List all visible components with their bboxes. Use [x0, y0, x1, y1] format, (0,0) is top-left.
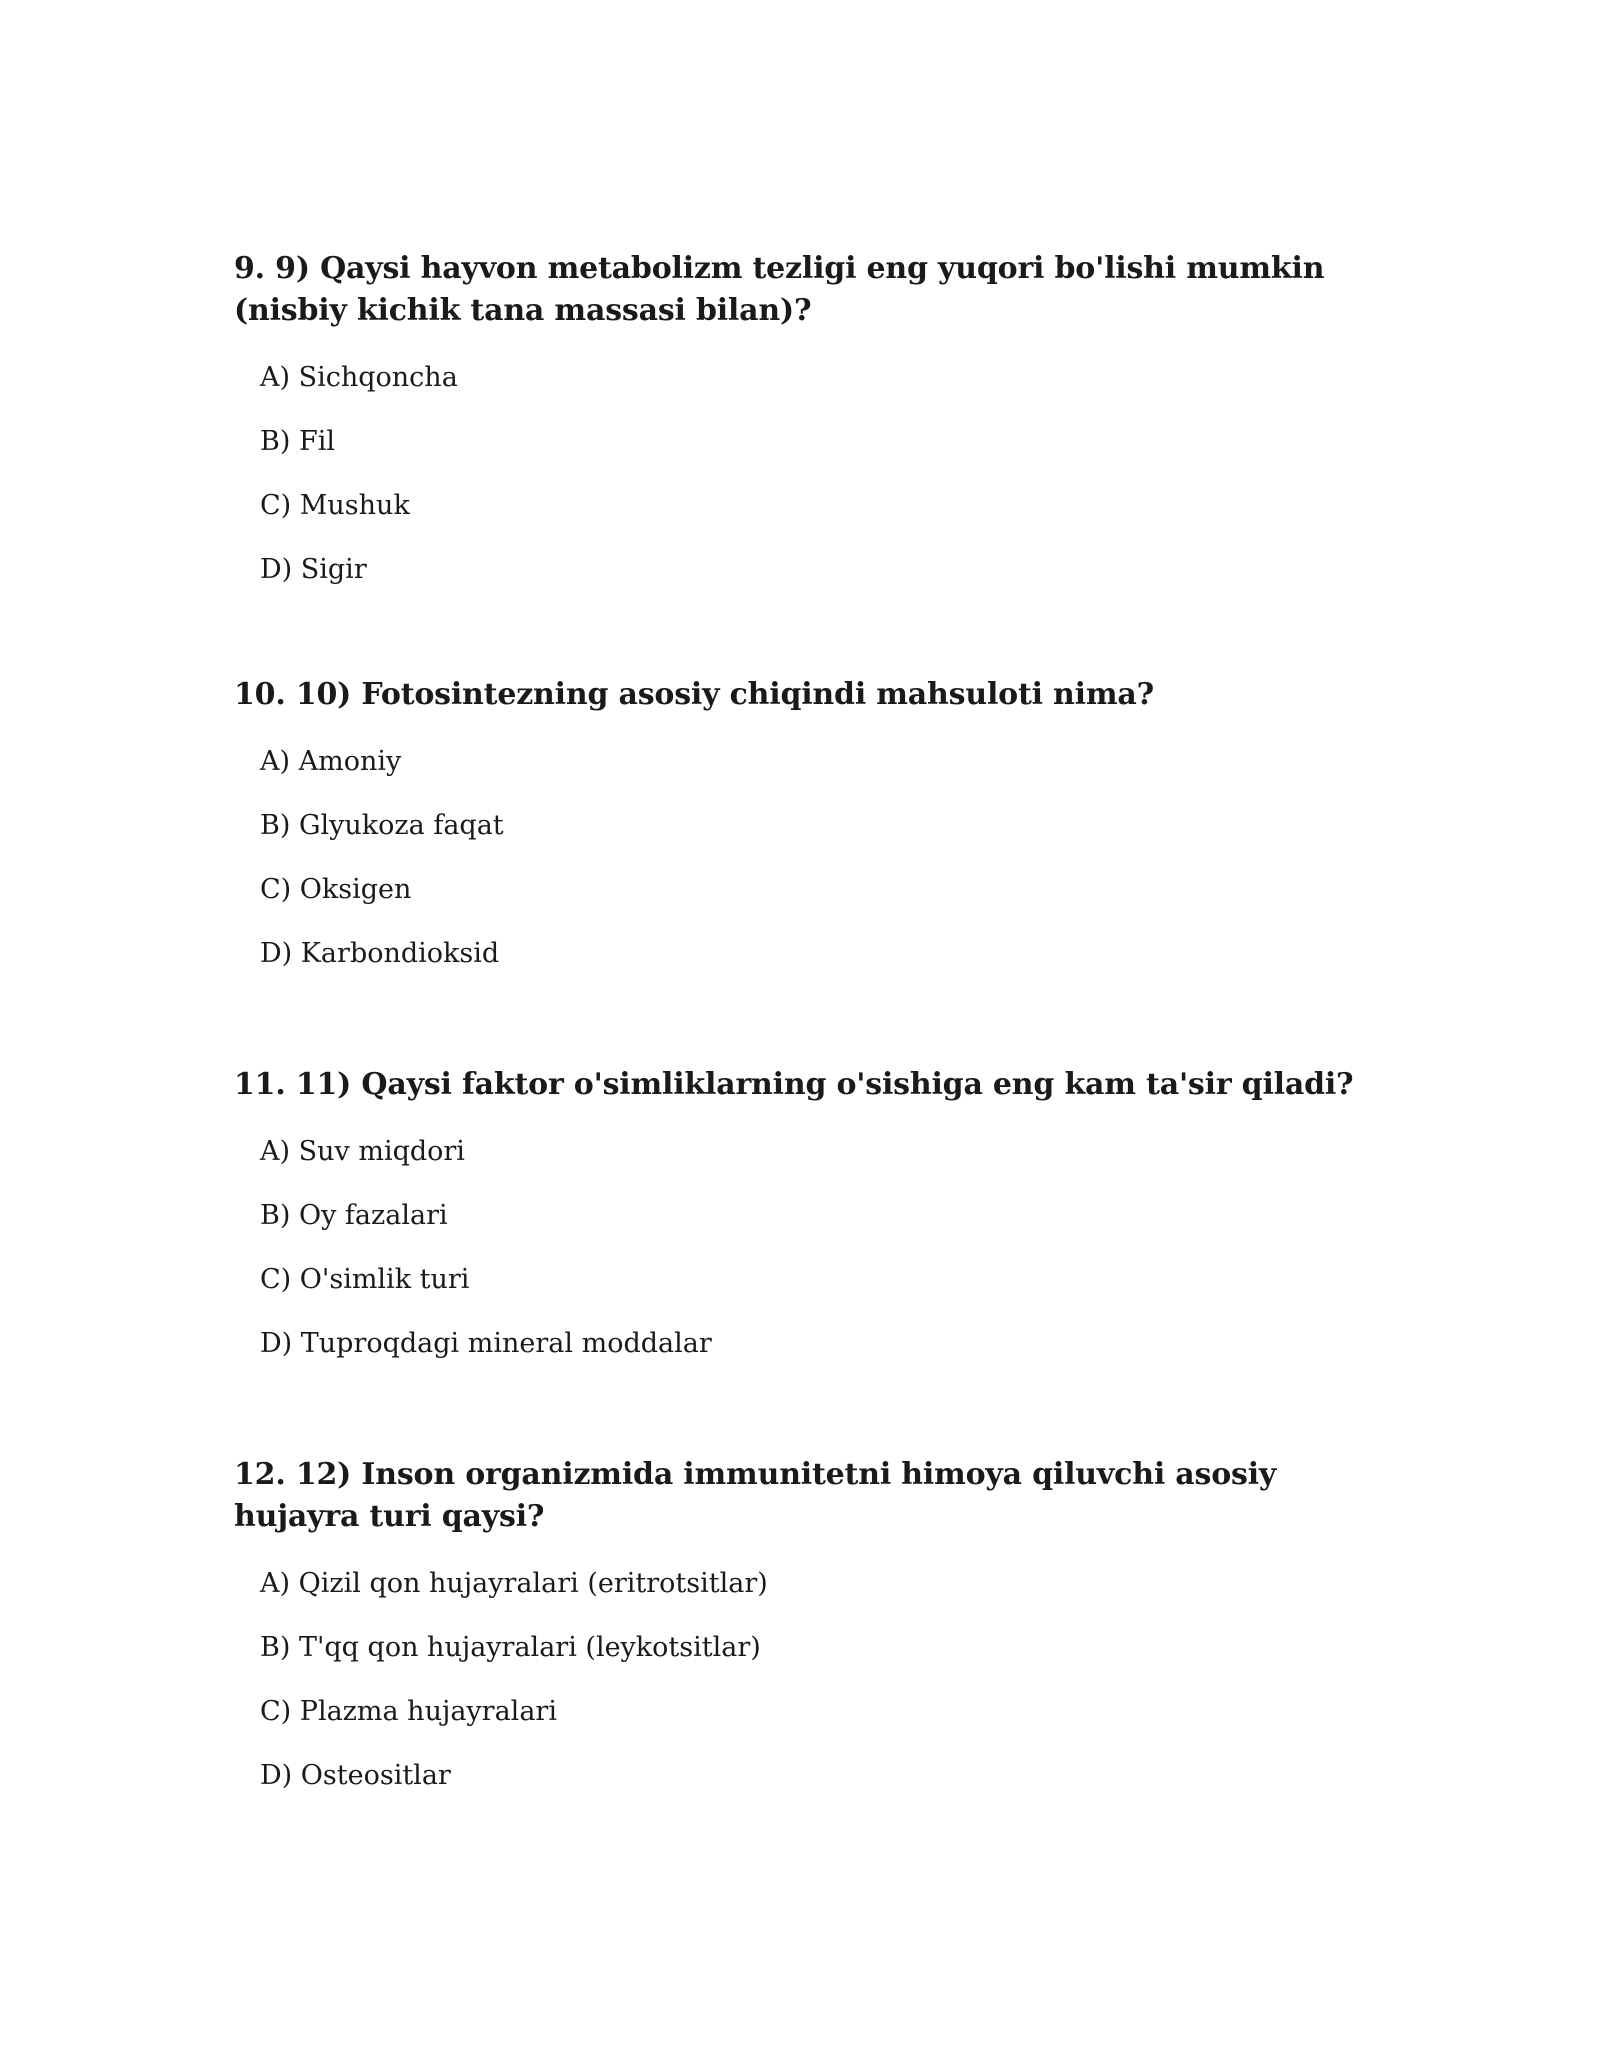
question-11: [234, 1064, 1374, 1362]
option-b: B) Fil: [260, 426, 335, 457]
option-a: A) Amoniy: [260, 746, 402, 777]
option-b: B) Oy fazalari: [260, 1200, 448, 1231]
option-d: D) Sigir: [260, 554, 367, 585]
option-d: D) Osteositlar: [260, 1760, 451, 1791]
option-b: B) T'qq qon hujayralari (leykotsitlar): [260, 1632, 761, 1663]
option-list: [234, 744, 1374, 972]
option-a: A) Qizil qon hujayralari (eritrotsitlar): [260, 1568, 768, 1599]
option-d: D) Tuproqdagi mineral moddalar: [260, 1328, 712, 1359]
question-title: 12. 12) Inson organizmida immunitetni himoya qiluvchi asosiy hujayra turi qaysi?: [234, 1457, 1277, 1534]
question-10: [234, 674, 1374, 972]
option-a: A) Suv miqdori: [260, 1136, 465, 1167]
option-d: D) Karbondioksid: [260, 938, 500, 969]
option-a: A) Sichqoncha: [260, 362, 458, 393]
option-c: C) O'simlik turi: [260, 1264, 470, 1295]
option-list: [234, 360, 1374, 588]
option-c: C) Oksigen: [260, 874, 412, 905]
option-c: C) Mushuk: [260, 490, 410, 521]
question-title: 10. 10) Fotosintezning asosiy chiqindi mahsuloti nima?: [234, 677, 1155, 712]
option-c: C) Plazma hujayralari: [260, 1696, 557, 1727]
question-title: 11. 11) Qaysi faktor o'simliklarning o'sishiga eng kam ta'sir qiladi?: [234, 1067, 1354, 1102]
question-title: 9. 9) Qaysi hayvon metabolizm tezligi eng yuqori bo'lishi mumkin (nisbiy kichik tana massasi bilan)?: [234, 251, 1325, 328]
question-9: [234, 248, 1374, 588]
option-b: B) Glyukoza faqat: [260, 810, 504, 841]
question-12: [234, 1454, 1374, 1794]
option-list: [234, 1566, 1374, 1794]
option-list: [234, 1134, 1374, 1362]
